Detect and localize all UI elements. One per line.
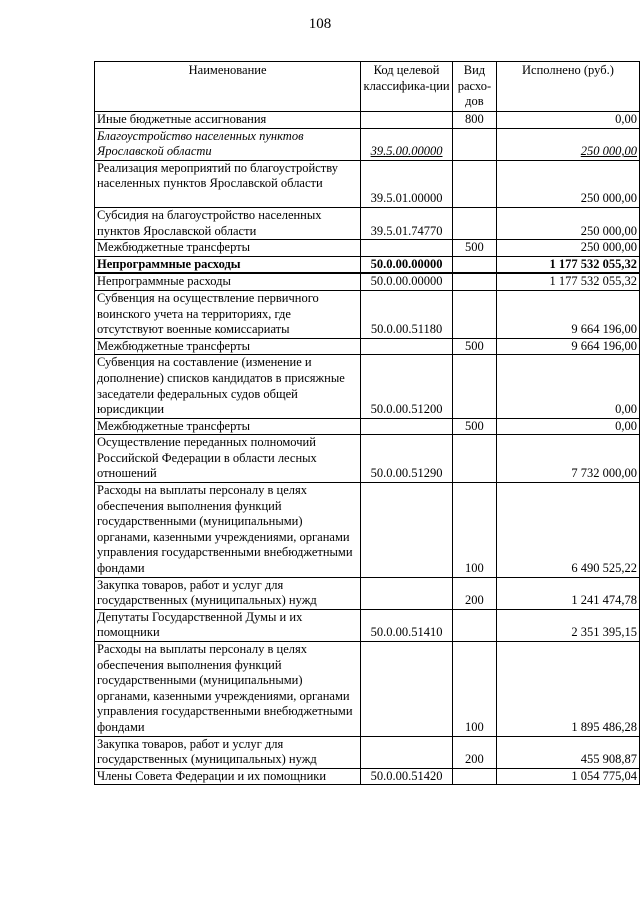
cell-amount: 250 000,00 bbox=[496, 160, 639, 207]
cell-amount: 0,00 bbox=[496, 112, 639, 129]
cell-code: 39.5.01.00000 bbox=[361, 160, 453, 207]
budget-table bbox=[94, 61, 640, 785]
cell-name: Реализация мероприятий по благоустройству населенных пунктов Ярославской области bbox=[95, 160, 361, 207]
cell-name: Расходы на выплаты персоналу в целях обеспечения выполнения функций государственными (муниципальными) органами, казенными учреждениями, органами управления государственными внебюджетными фондами bbox=[95, 642, 361, 737]
cell-amount: 1 895 486,28 bbox=[496, 642, 639, 737]
table-row bbox=[95, 273, 640, 290]
cell-amount: 9 664 196,00 bbox=[496, 338, 639, 355]
cell-name: Межбюджетные трансферты bbox=[95, 338, 361, 355]
cell-type bbox=[452, 256, 496, 273]
table-row bbox=[95, 609, 640, 641]
table-row bbox=[95, 768, 640, 785]
cell-type bbox=[452, 355, 496, 418]
cell-name: Межбюджетные трансферты bbox=[95, 240, 361, 257]
cell-code: 50.0.00.51290 bbox=[361, 435, 453, 483]
cell-name: Субвенция на осуществление первичного воинского учета на территориях, где отсутствуют военные комиссариаты bbox=[95, 290, 361, 338]
cell-code bbox=[361, 642, 453, 737]
cell-type: 500 bbox=[452, 338, 496, 355]
table-row bbox=[95, 128, 640, 160]
cell-code: 50.0.00.00000 bbox=[361, 273, 453, 290]
cell-name: Субвенция на составление (изменение и дополнение) списков кандидатов в присяжные заседатели федеральных судов общей юрисдикции bbox=[95, 355, 361, 418]
cell-type bbox=[452, 609, 496, 641]
cell-code bbox=[361, 240, 453, 257]
table-body bbox=[95, 112, 640, 785]
cell-name: Депутаты Государственной Думы и их помощники bbox=[95, 609, 361, 641]
table-row bbox=[95, 642, 640, 737]
cell-name: Осуществление переданных полномочий Российской Федерации в области лесных отношений bbox=[95, 435, 361, 483]
table-row bbox=[95, 736, 640, 768]
cell-name: Расходы на выплаты персоналу в целях обеспечения выполнения функций государственными (муниципальными) органами, казенными учреждениями, органами управления государственными внебюджетными фондами bbox=[95, 483, 361, 578]
table-row bbox=[95, 355, 640, 418]
cell-type: 100 bbox=[452, 483, 496, 578]
cell-code bbox=[361, 418, 453, 435]
cell-amount: 2 351 395,15 bbox=[496, 609, 639, 641]
cell-name: Непрограммные расходы bbox=[95, 273, 361, 290]
table-row bbox=[95, 256, 640, 273]
cell-name: Члены Совета Федерации и их помощники bbox=[95, 768, 361, 785]
header-name: Наименование bbox=[95, 62, 361, 112]
table-header-row bbox=[95, 62, 640, 112]
cell-type bbox=[452, 128, 496, 160]
cell-name: Закупка товаров, работ и услуг для государственных (муниципальных) нужд bbox=[95, 577, 361, 609]
cell-type bbox=[452, 768, 496, 785]
table-row bbox=[95, 435, 640, 483]
header-type: Вид расхо-дов bbox=[452, 62, 496, 112]
cell-code: 50.0.00.51410 bbox=[361, 609, 453, 641]
cell-amount: 0,00 bbox=[496, 355, 639, 418]
cell-type: 100 bbox=[452, 642, 496, 737]
table-row bbox=[95, 160, 640, 207]
cell-amount: 250 000,00 bbox=[496, 240, 639, 257]
table-row bbox=[95, 483, 640, 578]
cell-name: Благоустройство населенных пунктов Ярославской области bbox=[95, 128, 361, 160]
table-row bbox=[95, 418, 640, 435]
cell-type bbox=[452, 207, 496, 239]
cell-amount: 1 054 775,04 bbox=[496, 768, 639, 785]
cell-amount: 1 241 474,78 bbox=[496, 577, 639, 609]
cell-code bbox=[361, 483, 453, 578]
cell-type: 500 bbox=[452, 240, 496, 257]
table-row bbox=[95, 290, 640, 338]
cell-code bbox=[361, 112, 453, 129]
cell-name: Субсидия на благоустройство населенных пунктов Ярославской области bbox=[95, 207, 361, 239]
cell-code: 39.5.01.74770 bbox=[361, 207, 453, 239]
cell-amount: 250 000,00 bbox=[496, 207, 639, 239]
cell-code bbox=[361, 736, 453, 768]
cell-amount: 455 908,87 bbox=[496, 736, 639, 768]
cell-code: 39.5.00.00000 bbox=[361, 128, 453, 160]
cell-name: Межбюджетные трансферты bbox=[95, 418, 361, 435]
cell-name: Непрограммные расходы bbox=[95, 256, 361, 273]
cell-code: 50.0.00.51420 bbox=[361, 768, 453, 785]
cell-amount: 0,00 bbox=[496, 418, 639, 435]
cell-code: 50.0.00.51200 bbox=[361, 355, 453, 418]
header-code: Код целевой классифика-ции bbox=[361, 62, 453, 112]
page-number: 108 bbox=[308, 16, 332, 32]
cell-code: 50.0.00.51180 bbox=[361, 290, 453, 338]
cell-amount: 1 177 532 055,32 bbox=[496, 256, 639, 273]
cell-name: Иные бюджетные ассигнования bbox=[95, 112, 361, 129]
cell-type: 200 bbox=[452, 577, 496, 609]
table-row bbox=[95, 338, 640, 355]
header-amount: Исполнено (руб.) bbox=[496, 62, 639, 112]
cell-type: 500 bbox=[452, 418, 496, 435]
table-row bbox=[95, 112, 640, 129]
cell-type: 800 bbox=[452, 112, 496, 129]
cell-type bbox=[452, 273, 496, 290]
cell-amount: 250 000,00 bbox=[496, 128, 639, 160]
table-row bbox=[95, 207, 640, 239]
cell-name: Закупка товаров, работ и услуг для государственных (муниципальных) нужд bbox=[95, 736, 361, 768]
cell-code bbox=[361, 577, 453, 609]
cell-type bbox=[452, 160, 496, 207]
table-row bbox=[95, 577, 640, 609]
cell-amount: 1 177 532 055,32 bbox=[496, 273, 639, 290]
cell-code: 50.0.00.00000 bbox=[361, 256, 453, 273]
cell-amount: 7 732 000,00 bbox=[496, 435, 639, 483]
cell-amount: 6 490 525,22 bbox=[496, 483, 639, 578]
cell-type bbox=[452, 435, 496, 483]
cell-code bbox=[361, 338, 453, 355]
cell-type bbox=[452, 290, 496, 338]
table-row bbox=[95, 240, 640, 257]
cell-amount: 9 664 196,00 bbox=[496, 290, 639, 338]
cell-type: 200 bbox=[452, 736, 496, 768]
